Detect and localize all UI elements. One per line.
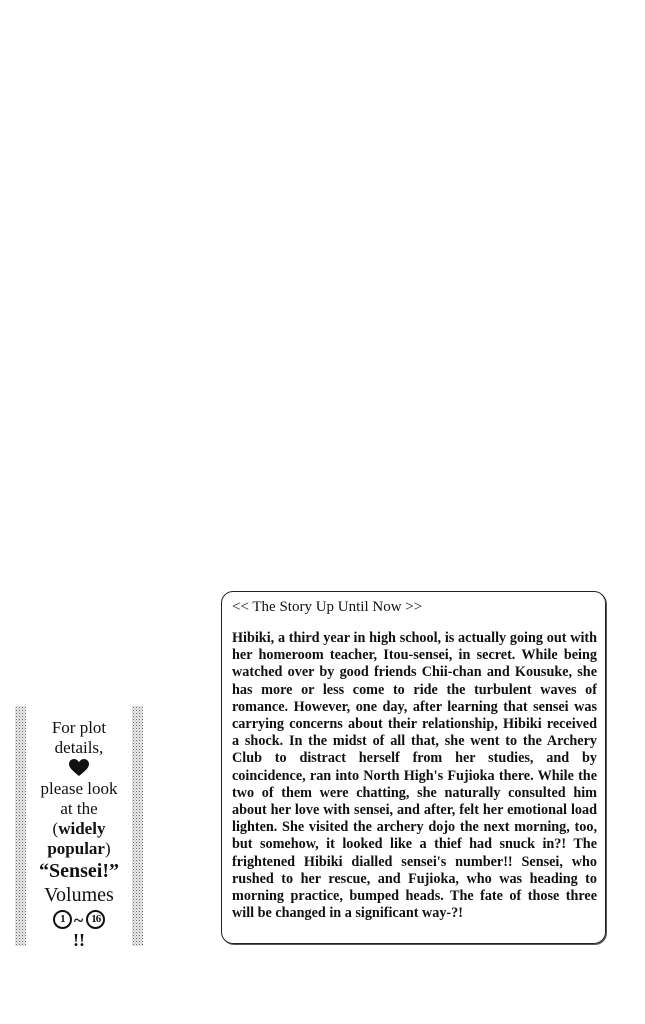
range-tilde: ~ (73, 909, 85, 930)
plot-details-text (27, 718, 131, 949)
paren-open: ( (52, 819, 59, 838)
volume-end-badge: 16 (86, 910, 105, 929)
note-line: at the (60, 799, 98, 818)
volumes-label: Volumes (44, 884, 114, 906)
exclamation: !! (73, 929, 85, 950)
note-line: details, (54, 738, 104, 757)
story-summary-box (221, 591, 606, 944)
screentone-border-left (15, 706, 26, 946)
note-line (27, 839, 131, 859)
note-emphasis: widely (58, 819, 106, 838)
plot-details-note (15, 706, 143, 950)
volume-range (27, 907, 131, 931)
series-title: “Sensei!” (39, 860, 119, 882)
paren-close: ) (104, 839, 111, 858)
heart-icon (69, 759, 89, 777)
story-title: << The Story Up Until Now >> (232, 599, 423, 615)
screentone-border-right (132, 706, 143, 946)
note-line: please look (40, 779, 118, 798)
note-line: For plot (51, 718, 107, 737)
note-line (27, 819, 131, 839)
note-emphasis: popular (47, 839, 105, 858)
story-body: Hibiki, a third year in high school, is actually going out with her homeroom teacher, Itou-sensei, in secret. While being watched over by good friends Chii-chan and Kousuke, she has more or less come to ride the turbulent waves of romance. However, one day, after learning that sensei was carrying concerns about their relationship, Hibiki received a shock. In the midst of all that, she went to the Archery Club to distract herself from her studies, and by coincidence, ran into North High's Fujioka there. While the two of them were chatting, she naturally consulted him about her love with sensei, and after, felt her emotional load lighten. She visited the archery dojo the next morning, too, but somehow, it looked like a thief had snuck in?! The frightened Hibiki dialled sensei's number!! Sensei, who rushed to her rescue, and Fujioka, who was heading to morning practice, bumped heads. The fate of those three will be changed in a significant way-?! (232, 630, 597, 922)
volume-start-badge: 1 (53, 910, 72, 929)
